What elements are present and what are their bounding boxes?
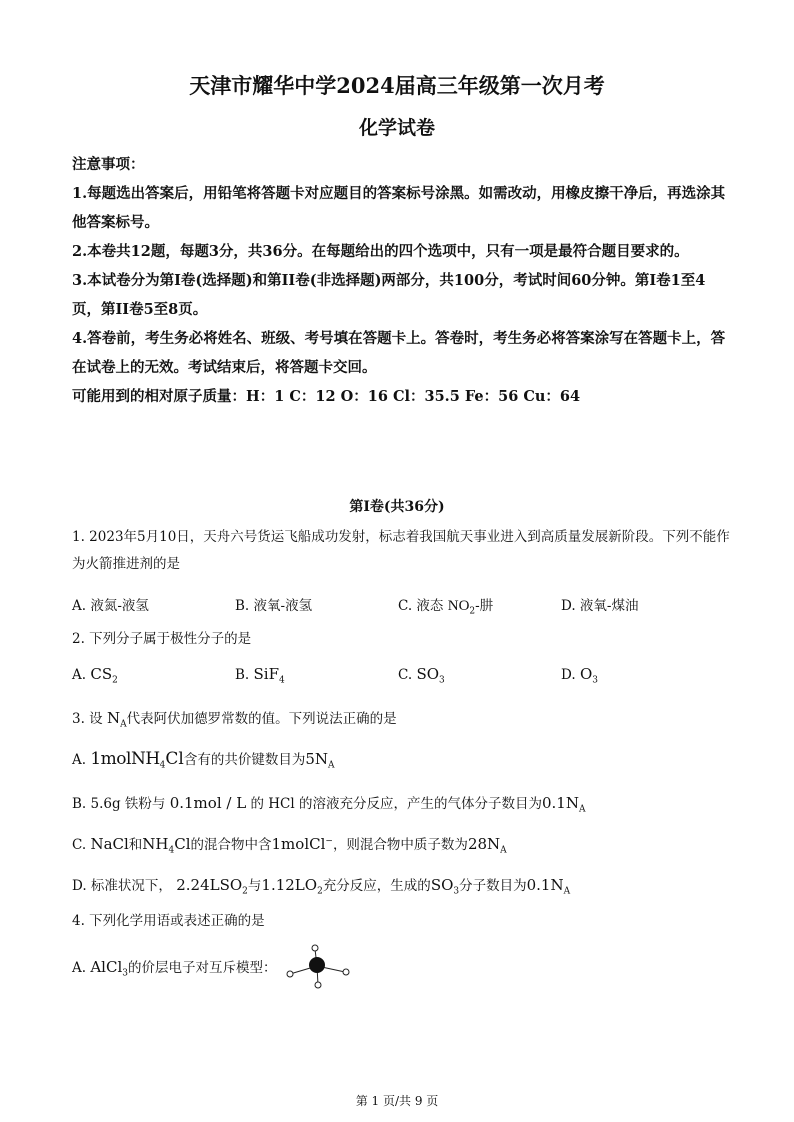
formula: 2.24LSO bbox=[176, 876, 243, 894]
formula: NaCl bbox=[90, 835, 129, 853]
subscript: A bbox=[328, 760, 335, 771]
instructions-heading: 注意事项： bbox=[72, 156, 145, 173]
formula: N bbox=[106, 709, 121, 727]
stem-text: 3. 设 bbox=[72, 711, 103, 727]
formula: 1molNH bbox=[90, 749, 160, 769]
formula: SO bbox=[430, 876, 454, 894]
option-label: A. bbox=[72, 960, 87, 976]
option-c-sub: 2 bbox=[469, 606, 476, 617]
formula: 1.12LO bbox=[261, 876, 318, 894]
option-label: C. bbox=[398, 667, 413, 683]
option-text: 和 bbox=[128, 837, 143, 853]
formula: NH bbox=[142, 835, 169, 853]
option-label: D. bbox=[561, 667, 576, 683]
formula: 1molCl bbox=[271, 835, 326, 853]
option-b bbox=[235, 665, 398, 686]
instruction-item: 4.答卷前，考生务必将姓名、班级、考号填在答题卡上。答卷时，考生务必将答案涂写在答题卡上，答在试卷上的无效。考试结束后，将答题卡交回。 bbox=[72, 330, 726, 376]
formula: 0.1N bbox=[526, 876, 564, 894]
subscript: 3 bbox=[453, 886, 460, 897]
option-text: 含有的共价键数目为 bbox=[183, 752, 306, 768]
subscript: A bbox=[500, 845, 507, 856]
option-text: D. 标准状况下， bbox=[72, 878, 172, 894]
option-c-post: -肼 bbox=[475, 598, 494, 614]
formula: SO bbox=[416, 665, 440, 683]
option-text: ，则混合物中质子数为 bbox=[332, 837, 468, 853]
formula: CS bbox=[90, 665, 113, 683]
option-c-formula: NO bbox=[447, 598, 470, 614]
subscript: 2 bbox=[242, 886, 248, 897]
question-3-option-c bbox=[72, 833, 732, 856]
instructions bbox=[72, 150, 727, 411]
instruction-item: 3.本试卷分为第I卷(选择题)和第II卷(非选择题)两部分，共100分，考试时间60分钟。第I卷1至4页，第II卷5至8页。 bbox=[72, 272, 706, 318]
question-2-stem: 2. 下列分子属于极性分子的是 bbox=[72, 631, 252, 647]
question-1-options bbox=[72, 594, 732, 617]
subscript: 4 bbox=[168, 845, 175, 856]
option-b: B. 液氧-液氢 bbox=[235, 598, 313, 614]
formula: SiF bbox=[253, 665, 279, 683]
option-label: C. bbox=[72, 837, 87, 853]
subscript: A bbox=[120, 719, 127, 730]
question-3-option-b bbox=[72, 792, 732, 815]
exam-subtitle: 化学试卷 bbox=[358, 117, 435, 139]
subscript: 3 bbox=[439, 675, 445, 686]
question-3-option-d bbox=[72, 874, 732, 897]
page-footer: 第 1 页/共 9 页 bbox=[355, 1094, 439, 1108]
formula: 28N bbox=[467, 835, 501, 853]
formula: Cl bbox=[174, 835, 191, 853]
formula: Cl bbox=[165, 749, 184, 769]
exam-title: 天津市耀华中学2024届高三年级第一次月考 bbox=[189, 73, 605, 98]
formula: 0.1N bbox=[541, 794, 579, 812]
question-4-stem: 4. 下列化学用语或表述正确的是 bbox=[72, 913, 265, 929]
question-4-option-a bbox=[72, 956, 732, 979]
subscript: 2 bbox=[112, 675, 118, 686]
atomic-masses: 可能用到的相对原子质量：H：1 C：12 O：16 Cl：35.5 Fe：56 Cu：64 bbox=[72, 388, 581, 405]
option-label: A. bbox=[72, 752, 87, 768]
option-label: A. bbox=[72, 667, 87, 683]
option-a: A. 液氮-液氢 bbox=[72, 598, 149, 614]
option-text: 的价层电子对互斥模型： bbox=[127, 960, 277, 976]
option-d: D. 液氧-煤油 bbox=[561, 598, 639, 614]
formula: O bbox=[579, 665, 593, 683]
option-d bbox=[561, 665, 724, 686]
option-text: B. 5.6g 铁粉与 bbox=[72, 796, 166, 812]
subscript: 4 bbox=[159, 760, 166, 771]
vsepr-model-icon bbox=[285, 944, 355, 990]
stem-text: 代表阿伏加德罗常数的值。下列说法正确的是 bbox=[126, 711, 397, 727]
formula: 0.1mol / L bbox=[169, 794, 247, 812]
option-c-pre: C. 液态 bbox=[398, 598, 444, 614]
superscript: − bbox=[325, 836, 333, 847]
option-text: 与 bbox=[247, 878, 262, 894]
subscript: 3 bbox=[592, 675, 598, 686]
formula: 5N bbox=[305, 750, 329, 768]
option-c bbox=[398, 665, 561, 686]
subscript: A bbox=[578, 804, 586, 815]
option-text: 分子数目为 bbox=[459, 878, 527, 894]
option-text: 的 HCl 的溶液充分反应，产生的气体分子数目为 bbox=[250, 796, 542, 812]
subscript: 3 bbox=[122, 968, 128, 979]
option-a bbox=[72, 665, 235, 686]
subscript: 4 bbox=[279, 675, 285, 686]
section-heading: 第I卷(共36分) bbox=[349, 499, 445, 515]
question-3-option-a bbox=[72, 748, 732, 771]
question-3-stem bbox=[72, 705, 732, 739]
subscript: 2 bbox=[317, 886, 323, 897]
option-c bbox=[398, 594, 561, 617]
instruction-item: 2.本卷共12题，每题3分，共36分。在每题给出的四个选项中，只有一项是最符合题目要求的。 bbox=[72, 243, 689, 260]
option-text: 的混合物中含 bbox=[190, 837, 272, 853]
option-label: B. bbox=[235, 667, 250, 683]
formula: AlCl bbox=[90, 958, 123, 976]
question-2-options bbox=[72, 665, 732, 686]
question-1-stem: 1. 2023年5月10日，天舟六号货运飞船成功发射，标志着我国航天事业进入到高质量发展新阶段。下列不能作为火箭推进剂的是 bbox=[72, 529, 730, 572]
option-text: 充分反应，生成的 bbox=[322, 878, 431, 894]
instruction-item: 1.每题选出答案后，用铅笔将答题卡对应题目的答案标号涂黑。如需改动，用橡皮擦干净后，再选涂其他答案标号。 bbox=[72, 185, 726, 231]
subscript: A bbox=[563, 886, 571, 897]
